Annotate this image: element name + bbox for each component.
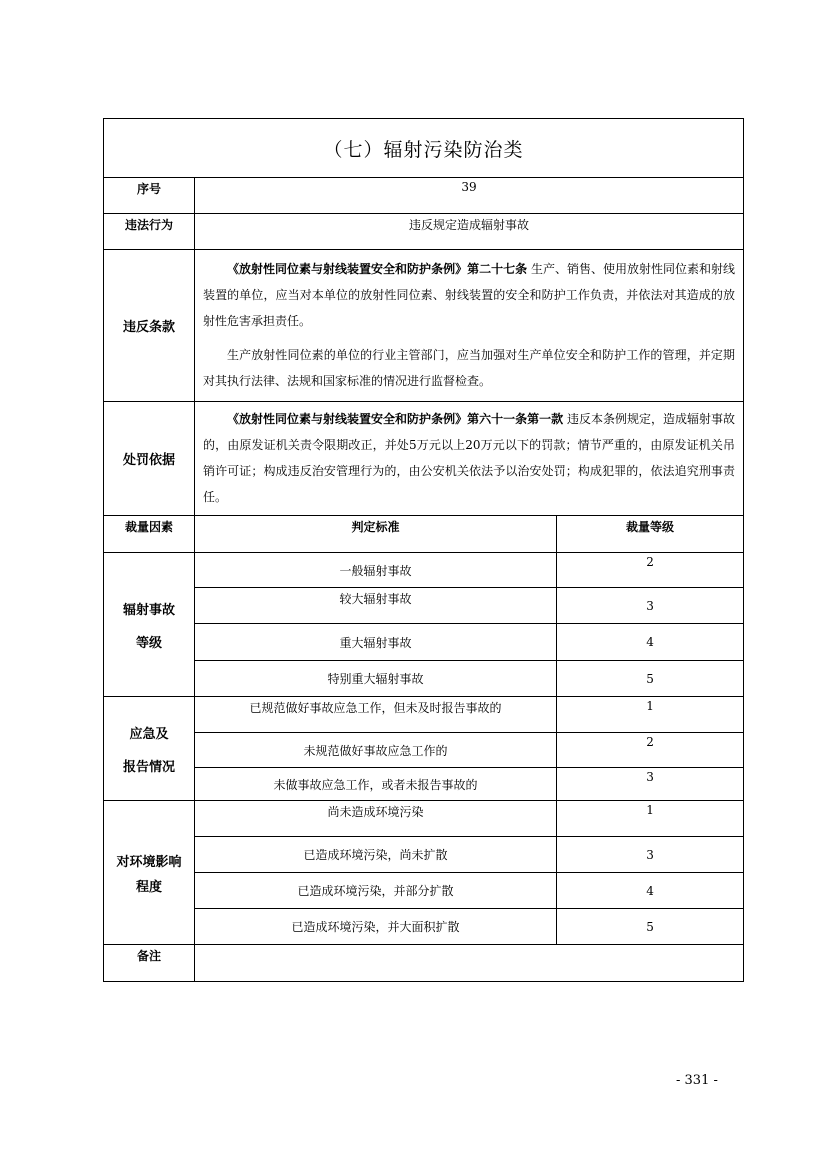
group-label-environmental-impact (104, 801, 195, 945)
criteria-cell: 未做事故应急工作，或者未报告事故的 (195, 768, 557, 801)
violated-clause-paragraph-2 (203, 342, 735, 394)
criteria-header: 判定标准 (195, 516, 557, 553)
remarks-value (195, 945, 744, 982)
violated-clause-paragraph-1 (203, 256, 735, 334)
group-label-line: 对环境影响 (116, 854, 182, 870)
criteria-cell: 已造成环境污染，并部分扩散 (195, 873, 557, 909)
violated-clause-text-2: 生产放射性同位素的单位的行业主管部门，应当加强对生产单位安全和防护工作的管理，并定期对其执行法律、法规和国家标准的情况进行监督检查。 (203, 347, 736, 388)
table-row (104, 768, 744, 801)
penalty-basis-content (195, 402, 744, 516)
table-row (104, 801, 744, 837)
penalty-basis-reference: 《放射性同位素与射线装置安全和防护条例》第六十一条第一款 (227, 411, 564, 426)
violated-clause-label: 违反条款 (104, 250, 195, 402)
grade-cell: 5 (557, 661, 744, 697)
grade-cell: 4 (557, 624, 744, 661)
violation-label: 违法行为 (104, 214, 195, 250)
table-row (104, 697, 744, 733)
table-row (104, 837, 744, 873)
violated-clause-content (195, 250, 744, 402)
grade-cell: 3 (557, 588, 744, 624)
table-row (104, 733, 744, 768)
criteria-cell: 已造成环境污染，尚未扩散 (195, 837, 557, 873)
factor-header: 裁量因素 (104, 516, 195, 553)
grade-cell: 1 (557, 801, 744, 837)
penalty-basis-text: 违反本条例规定，造成辐射事故的，由原发证机关责令限期改正，并处5万元以上20万元以下的罚款；情节严重的，由原发证机关吊销许可证；构成违反治安管理行为的，由公安机关依法予以治安处罚；构成犯罪的，依法追究刑事责任。 (203, 411, 736, 504)
grade-cell: 1 (557, 697, 744, 733)
violated-clause-reference: 《放射性同位素与射线装置安全和防护条例》第二十七条 (227, 261, 528, 276)
table-row (104, 624, 744, 661)
grade-cell: 2 (557, 733, 744, 768)
penalty-basis-paragraph (203, 406, 735, 510)
grade-cell: 3 (557, 768, 744, 801)
table-title: （七）辐射污染防治类 (104, 119, 744, 178)
criteria-cell: 已规范做好事故应急工作，但未及时报告事故的 (195, 697, 557, 733)
criteria-cell: 一般辐射事故 (195, 553, 557, 588)
grade-cell: 3 (557, 837, 744, 873)
group-label-line: 应急及 (129, 726, 169, 742)
violation-value: 违反规定造成辐射事故 (195, 214, 744, 250)
penalty-basis-label: 处罚依据 (104, 402, 195, 516)
table-row (104, 661, 744, 697)
grade-cell: 2 (557, 553, 744, 588)
group-label-emergency-report (104, 697, 195, 801)
grade-cell: 5 (557, 909, 744, 945)
table-row (104, 588, 744, 624)
remarks-label: 备注 (104, 945, 195, 982)
criteria-cell: 特别重大辐射事故 (195, 661, 557, 697)
serial-value: 39 (195, 178, 744, 214)
penalty-discretion-table (103, 118, 744, 982)
criteria-cell: 重大辐射事故 (195, 624, 557, 661)
serial-label: 序号 (104, 178, 195, 214)
group-label-line: 等级 (135, 635, 162, 651)
table-row (104, 553, 744, 588)
criteria-cell: 尚未造成环境污染 (195, 801, 557, 837)
table-row (104, 909, 744, 945)
group-label-line: 程度 (135, 879, 162, 895)
group-label-accident-level (104, 553, 195, 697)
group-label-line: 报告情况 (122, 759, 175, 775)
criteria-cell: 较大辐射事故 (195, 588, 557, 624)
grade-cell: 4 (557, 873, 744, 909)
criteria-cell: 已造成环境污染，并大面积扩散 (195, 909, 557, 945)
page-number: - 331 - (676, 1073, 718, 1088)
group-label-line: 辐射事故 (122, 602, 175, 618)
table-row (104, 873, 744, 909)
grade-header: 裁量等级 (557, 516, 744, 553)
criteria-cell: 未规范做好事故应急工作的 (195, 733, 557, 768)
violated-clause-text-1: 生产、销售、使用放射性同位素和射线装置的单位，应当对本单位的放射性同位素、射线装置的安全和防护工作负责，并依法对其造成的放射性危害承担责任。 (203, 261, 736, 328)
